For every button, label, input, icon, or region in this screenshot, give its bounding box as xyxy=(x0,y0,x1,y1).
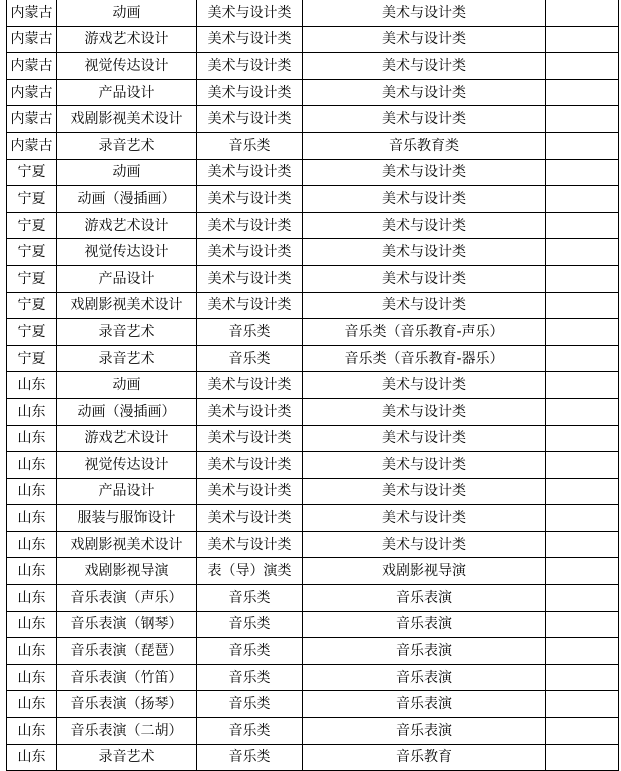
empty-cell xyxy=(546,345,619,372)
table-row xyxy=(7,212,619,239)
major-cell: 录音艺术 xyxy=(57,132,197,159)
exam-category-cell: 美术与设计类 xyxy=(197,53,303,80)
empty-cell xyxy=(546,0,619,26)
table-row xyxy=(7,452,619,479)
table-row xyxy=(7,79,619,106)
major-cell: 音乐表演（竹笛） xyxy=(57,664,197,691)
table-row xyxy=(7,292,619,319)
province-cell: 宁夏 xyxy=(7,345,57,372)
major-cell: 视觉传达设计 xyxy=(57,452,197,479)
table-row xyxy=(7,585,619,612)
major-cell: 视觉传达设计 xyxy=(57,239,197,266)
mapped-category-cell: 美术与设计类 xyxy=(303,452,546,479)
exam-category-cell: 音乐类 xyxy=(197,744,303,771)
province-cell: 内蒙古 xyxy=(7,26,57,53)
exam-category-cell: 美术与设计类 xyxy=(197,452,303,479)
table-row xyxy=(7,345,619,372)
mapped-category-cell: 美术与设计类 xyxy=(303,425,546,452)
exam-category-cell: 美术与设计类 xyxy=(197,0,303,26)
province-cell: 山东 xyxy=(7,372,57,399)
empty-cell xyxy=(546,106,619,133)
major-cell: 音乐表演（扬琴） xyxy=(57,691,197,718)
major-cell: 戏剧影视美术设计 xyxy=(57,106,197,133)
province-cell: 山东 xyxy=(7,585,57,612)
exam-category-cell: 美术与设计类 xyxy=(197,478,303,505)
mapped-category-cell: 音乐类（音乐教育-器乐） xyxy=(303,345,546,372)
province-cell: 山东 xyxy=(7,611,57,638)
table-row xyxy=(7,398,619,425)
empty-cell xyxy=(546,79,619,106)
mapped-category-cell: 美术与设计类 xyxy=(303,239,546,266)
table-row xyxy=(7,718,619,745)
province-cell: 宁夏 xyxy=(7,292,57,319)
province-cell: 内蒙古 xyxy=(7,106,57,133)
table-row xyxy=(7,611,619,638)
exam-category-cell: 美术与设计类 xyxy=(197,79,303,106)
province-cell: 山东 xyxy=(7,744,57,771)
empty-cell xyxy=(546,53,619,80)
major-cell: 戏剧影视美术设计 xyxy=(57,531,197,558)
exam-category-cell: 音乐类 xyxy=(197,664,303,691)
major-cell: 产品设计 xyxy=(57,265,197,292)
mapped-category-cell: 美术与设计类 xyxy=(303,505,546,532)
province-cell: 内蒙古 xyxy=(7,0,57,26)
table-row xyxy=(7,106,619,133)
province-cell: 宁夏 xyxy=(7,186,57,213)
major-cell: 动画（漫插画） xyxy=(57,186,197,213)
province-cell: 宁夏 xyxy=(7,159,57,186)
major-cell: 音乐表演（二胡） xyxy=(57,718,197,745)
empty-cell xyxy=(546,664,619,691)
empty-cell xyxy=(546,159,619,186)
empty-cell xyxy=(546,478,619,505)
province-cell: 山东 xyxy=(7,718,57,745)
province-cell: 山东 xyxy=(7,505,57,532)
mapped-category-cell: 音乐表演 xyxy=(303,664,546,691)
mapped-category-cell: 音乐表演 xyxy=(303,638,546,665)
empty-cell xyxy=(546,132,619,159)
exam-category-cell: 音乐类 xyxy=(197,718,303,745)
mapped-category-cell: 音乐表演 xyxy=(303,585,546,612)
empty-cell xyxy=(546,744,619,771)
mapped-category-cell: 美术与设计类 xyxy=(303,212,546,239)
major-cell: 录音艺术 xyxy=(57,319,197,346)
table-row xyxy=(7,239,619,266)
empty-cell xyxy=(546,292,619,319)
table-row xyxy=(7,372,619,399)
table-row xyxy=(7,265,619,292)
exam-category-cell: 美术与设计类 xyxy=(197,186,303,213)
major-cell: 动画 xyxy=(57,0,197,26)
province-cell: 山东 xyxy=(7,398,57,425)
major-cell: 录音艺术 xyxy=(57,345,197,372)
major-cell: 音乐表演（钢琴） xyxy=(57,611,197,638)
mapped-category-cell: 美术与设计类 xyxy=(303,53,546,80)
major-cell: 动画 xyxy=(57,372,197,399)
exam-category-cell: 美术与设计类 xyxy=(197,398,303,425)
empty-cell xyxy=(546,585,619,612)
province-cell: 内蒙古 xyxy=(7,132,57,159)
empty-cell xyxy=(546,265,619,292)
mapped-category-cell: 音乐教育类 xyxy=(303,132,546,159)
major-cell: 游戏艺术设计 xyxy=(57,425,197,452)
province-cell: 内蒙古 xyxy=(7,53,57,80)
major-cell: 动画 xyxy=(57,159,197,186)
exam-category-cell: 美术与设计类 xyxy=(197,26,303,53)
province-cell: 山东 xyxy=(7,691,57,718)
empty-cell xyxy=(546,398,619,425)
empty-cell xyxy=(546,558,619,585)
mapped-category-cell: 音乐表演 xyxy=(303,611,546,638)
empty-cell xyxy=(546,452,619,479)
table-row xyxy=(7,638,619,665)
empty-cell xyxy=(546,26,619,53)
province-cell: 山东 xyxy=(7,452,57,479)
table-row xyxy=(7,691,619,718)
table-row xyxy=(7,53,619,80)
table-row xyxy=(7,664,619,691)
table-body xyxy=(7,0,619,771)
mapped-category-cell: 美术与设计类 xyxy=(303,372,546,399)
exam-category-cell: 音乐类 xyxy=(197,611,303,638)
table-row xyxy=(7,744,619,771)
empty-cell xyxy=(546,372,619,399)
mapped-category-cell: 音乐表演 xyxy=(303,691,546,718)
province-cell: 山东 xyxy=(7,638,57,665)
mapped-category-cell: 美术与设计类 xyxy=(303,159,546,186)
empty-cell xyxy=(546,531,619,558)
empty-cell xyxy=(546,638,619,665)
exam-category-cell: 美术与设计类 xyxy=(197,425,303,452)
mapped-category-cell: 美术与设计类 xyxy=(303,79,546,106)
table-row xyxy=(7,26,619,53)
major-cell: 视觉传达设计 xyxy=(57,53,197,80)
table-row xyxy=(7,531,619,558)
empty-cell xyxy=(546,186,619,213)
exam-category-cell: 美术与设计类 xyxy=(197,106,303,133)
province-cell: 山东 xyxy=(7,425,57,452)
empty-cell xyxy=(546,505,619,532)
exam-category-cell: 美术与设计类 xyxy=(197,531,303,558)
mapped-category-cell: 美术与设计类 xyxy=(303,0,546,26)
exam-category-cell: 美术与设计类 xyxy=(197,239,303,266)
exam-category-cell: 美术与设计类 xyxy=(197,505,303,532)
table-row xyxy=(7,186,619,213)
province-cell: 宁夏 xyxy=(7,319,57,346)
mapped-category-cell: 音乐类（音乐教育-声乐） xyxy=(303,319,546,346)
mapped-category-cell: 戏剧影视导演 xyxy=(303,558,546,585)
major-cell: 游戏艺术设计 xyxy=(57,212,197,239)
exam-category-cell: 音乐类 xyxy=(197,691,303,718)
exam-category-cell: 音乐类 xyxy=(197,319,303,346)
empty-cell xyxy=(546,239,619,266)
exam-category-cell: 音乐类 xyxy=(197,585,303,612)
mapped-category-cell: 美术与设计类 xyxy=(303,186,546,213)
province-cell: 宁夏 xyxy=(7,239,57,266)
major-cell: 动画（漫插画） xyxy=(57,398,197,425)
empty-cell xyxy=(546,319,619,346)
mapped-category-cell: 美术与设计类 xyxy=(303,292,546,319)
province-cell: 山东 xyxy=(7,531,57,558)
major-cell: 音乐表演（声乐） xyxy=(57,585,197,612)
major-cell: 录音艺术 xyxy=(57,744,197,771)
mapped-category-cell: 音乐教育 xyxy=(303,744,546,771)
major-cell: 戏剧影视导演 xyxy=(57,558,197,585)
table-row xyxy=(7,425,619,452)
exam-category-cell: 表（导）演类 xyxy=(197,558,303,585)
major-cell: 服装与服饰设计 xyxy=(57,505,197,532)
table-row xyxy=(7,558,619,585)
exam-category-cell: 美术与设计类 xyxy=(197,212,303,239)
exam-category-cell: 音乐类 xyxy=(197,345,303,372)
major-cell: 音乐表演（琵琶） xyxy=(57,638,197,665)
table-row xyxy=(7,505,619,532)
mapped-category-cell: 美术与设计类 xyxy=(303,398,546,425)
empty-cell xyxy=(546,691,619,718)
table-row xyxy=(7,478,619,505)
table-row xyxy=(7,132,619,159)
mapped-category-cell: 音乐表演 xyxy=(303,718,546,745)
major-cell: 戏剧影视美术设计 xyxy=(57,292,197,319)
province-cell: 宁夏 xyxy=(7,265,57,292)
exam-category-cell: 音乐类 xyxy=(197,132,303,159)
mapped-category-cell: 美术与设计类 xyxy=(303,265,546,292)
province-cell: 宁夏 xyxy=(7,212,57,239)
major-cell: 游戏艺术设计 xyxy=(57,26,197,53)
exam-category-cell: 美术与设计类 xyxy=(197,159,303,186)
empty-cell xyxy=(546,425,619,452)
exam-category-cell: 美术与设计类 xyxy=(197,372,303,399)
empty-cell xyxy=(546,611,619,638)
table-row xyxy=(7,319,619,346)
exam-category-cell: 音乐类 xyxy=(197,638,303,665)
province-cell: 内蒙古 xyxy=(7,79,57,106)
empty-cell xyxy=(546,718,619,745)
exam-category-cell: 美术与设计类 xyxy=(197,265,303,292)
table-row xyxy=(7,159,619,186)
mapped-category-cell: 美术与设计类 xyxy=(303,478,546,505)
major-cell: 产品设计 xyxy=(57,478,197,505)
mapped-category-cell: 美术与设计类 xyxy=(303,26,546,53)
empty-cell xyxy=(546,212,619,239)
province-cell: 山东 xyxy=(7,478,57,505)
mapped-category-cell: 美术与设计类 xyxy=(303,106,546,133)
province-cell: 山东 xyxy=(7,558,57,585)
exam-category-cell: 美术与设计类 xyxy=(197,292,303,319)
province-cell: 山东 xyxy=(7,664,57,691)
table-row xyxy=(7,0,619,26)
major-category-table xyxy=(6,0,619,771)
major-cell: 产品设计 xyxy=(57,79,197,106)
mapped-category-cell: 美术与设计类 xyxy=(303,531,546,558)
